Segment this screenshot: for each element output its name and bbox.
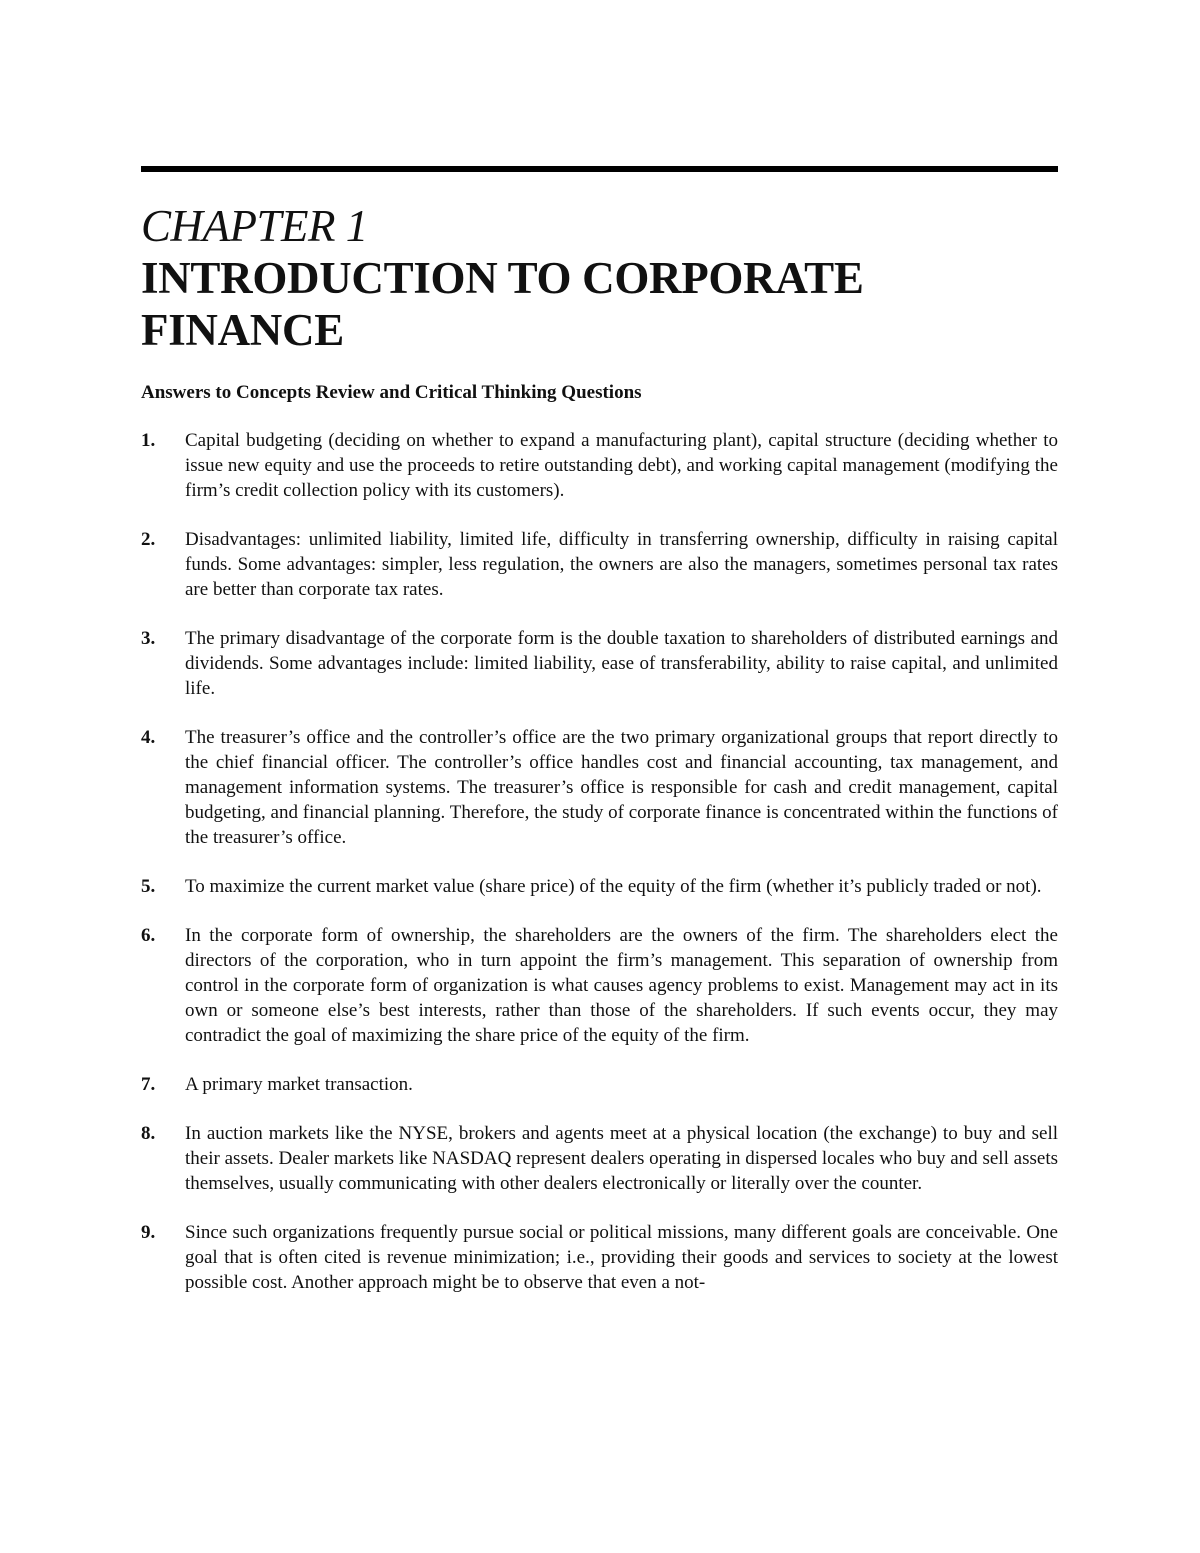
answer-number: 6.: [141, 925, 156, 946]
answer-number: 1.: [141, 430, 156, 451]
answer-text: In auction markets like the NYSE, brokers and agents meet at a physical location (the exchange) to buy and sell their assets. Dealer markets like NASDAQ represent dealers operating in dispersed locales who buy and sell assets themselves, usually communicating with other dealers electronically or literally over the counter.: [185, 1123, 1058, 1194]
answer-text: Capital budgeting (deciding on whether to expand a manufacturing plant), capital structure (deciding whether to issue new equity and use the proceeds to retire outstanding debt), and working capital management (modifying the firm’s credit collection policy with its customers).: [185, 430, 1058, 501]
answer-item-9: [141, 1220, 1058, 1295]
answer-item-8: [141, 1121, 1058, 1196]
answer-item-2: [141, 527, 1058, 602]
answer-text: A primary market transaction.: [185, 1074, 413, 1095]
answer-item-3: [141, 626, 1058, 701]
answer-text: Since such organizations frequently pursue social or political missions, many different goals are conceivable. One goal that is often cited is revenue minimization; i.e., providing their goods and services to society at the lowest possible cost. Another approach might be to observe that even a not-: [185, 1222, 1058, 1293]
answer-text: The primary disadvantage of the corporate form is the double taxation to shareholders of distributed earnings and dividends. Some advantages include: limited liability, ease of transferability, ability to raise capital, and unlimited life.: [185, 628, 1058, 699]
answer-item-7: [141, 1072, 1058, 1097]
answer-text: The treasurer’s office and the controller’s office are the two primary organizational groups that report directly to the chief financial officer. The controller’s office handles cost and financial accounting, tax management, and management information systems. The treasurer’s office is responsible for cash and credit management, capital budgeting, and financial planning. Therefore, the study of corporate finance is concentrated within the functions of the treasurer’s office.: [185, 727, 1058, 848]
top-rule-divider: [141, 166, 1058, 172]
answer-text: To maximize the current market value (share price) of the equity of the firm (whether it’s publicly traded or not).: [185, 876, 1042, 897]
chapter-title: INTRODUCTION TO CORPORATE FINANCE: [141, 253, 864, 355]
answer-item-5: [141, 874, 1058, 899]
answer-number: 5.: [141, 876, 156, 897]
section-heading: Answers to Concepts Review and Critical Thinking Questions: [141, 382, 642, 403]
answer-number: 8.: [141, 1123, 156, 1144]
answer-item-1: [141, 428, 1058, 503]
document-page: [141, 166, 1058, 1319]
answer-item-6: [141, 923, 1058, 1048]
answer-list: [141, 428, 1058, 1295]
answer-number: 9.: [141, 1222, 156, 1243]
answer-item-4: [141, 725, 1058, 850]
answer-number: 2.: [141, 529, 156, 550]
answer-text: Disadvantages: unlimited liability, limited life, difficulty in transferring ownership, difficulty in raising capital funds. Some advantages: simpler, less regulation, the owners are also the managers, sometimes personal tax rates are better than corporate tax rates.: [185, 529, 1058, 600]
answer-text: In the corporate form of ownership, the shareholders are the owners of the firm. The shareholders elect the directors of the corporation, who in turn appoint the firm’s management. This separation of ownership from control in the corporate form of organization is what causes agency problems to exist. Management may act in its own or someone else’s best interests, rather than those of the shareholders. If such events occur, they may contradict the goal of maximizing the share price of the equity of the firm.: [185, 925, 1058, 1046]
chapter-label: CHAPTER 1: [141, 201, 368, 251]
answer-number: 7.: [141, 1074, 156, 1095]
answer-number: 4.: [141, 727, 156, 748]
answer-number: 3.: [141, 628, 156, 649]
